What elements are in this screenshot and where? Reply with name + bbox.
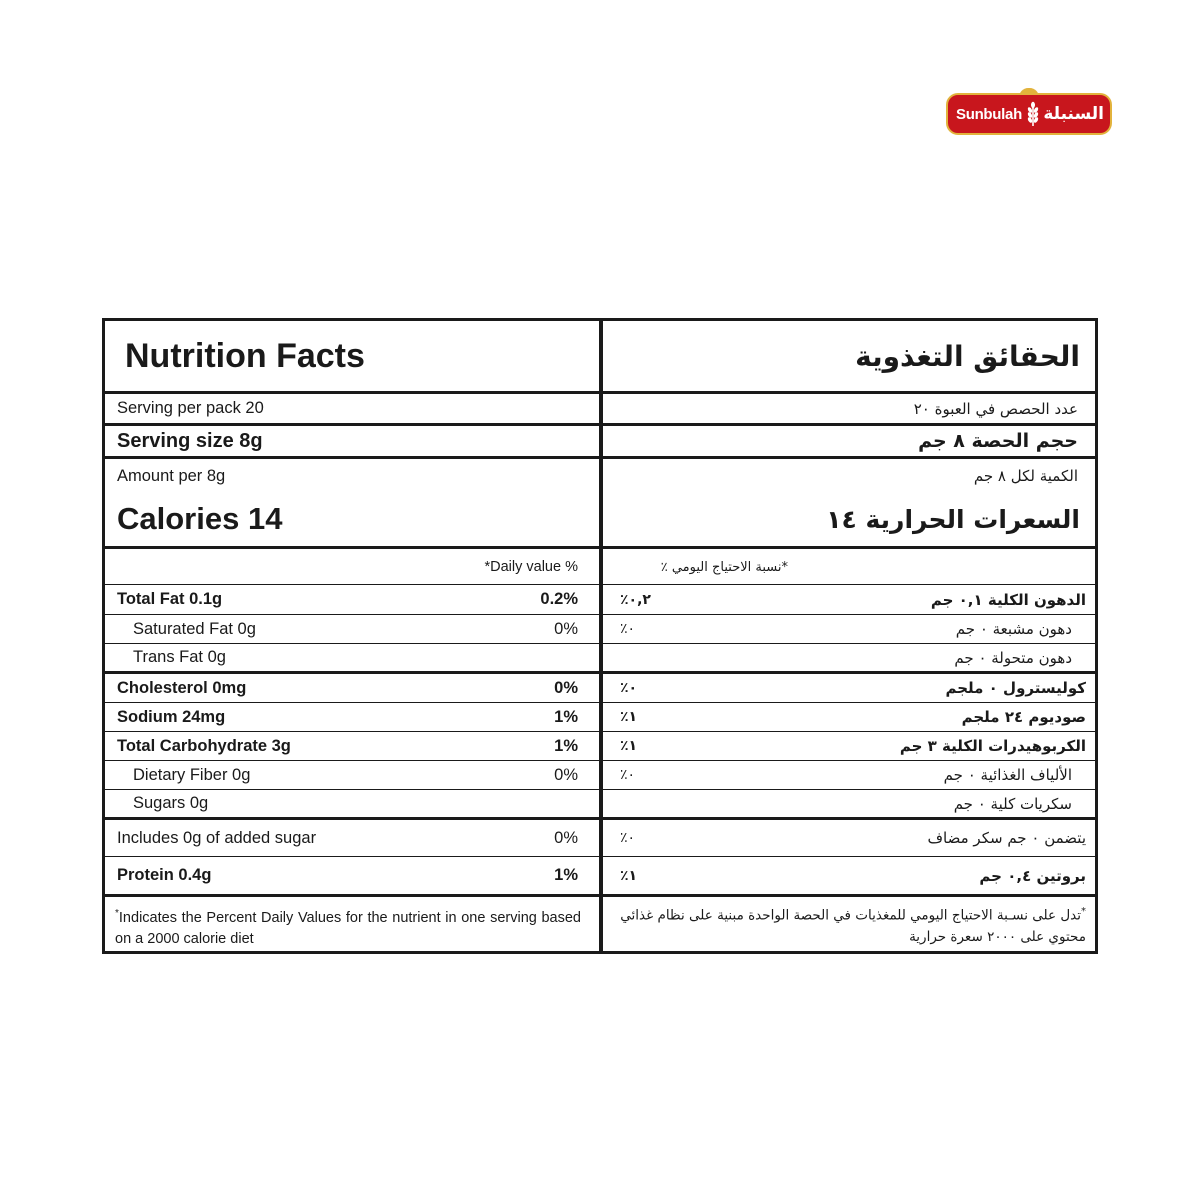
sodium-pct: 1% bbox=[554, 707, 578, 726]
sodium-ar: صوديوم ٢٤ ملجم bbox=[961, 708, 1086, 726]
protein-pct-ar: ٪١ bbox=[620, 867, 638, 884]
total-carbohydrate-en: Total Carbohydrate 3g bbox=[117, 736, 291, 755]
asterisk: * bbox=[115, 908, 119, 919]
saturated-fat-en: Saturated Fat 0g bbox=[133, 619, 256, 638]
brand-logo bbox=[946, 90, 1112, 138]
wheat-icon bbox=[1025, 101, 1041, 127]
cholesterol-ar: كوليسترول ٠ ملجم bbox=[945, 679, 1086, 697]
protein-ar: بروتين ٠,٤ جم bbox=[979, 866, 1086, 885]
added-sugar-ar: يتضمن ٠ جم سكر مضاف bbox=[927, 829, 1086, 847]
protein-pct: 1% bbox=[554, 866, 578, 884]
calories-en: Calories 14 bbox=[117, 501, 283, 536]
dietary-fiber-en: Dietary Fiber 0g bbox=[133, 765, 251, 784]
total-fat-pct: 0.2% bbox=[540, 590, 578, 608]
saturated-fat-pct: 0% bbox=[554, 619, 578, 638]
trans-fat-pct bbox=[505, 644, 578, 671]
rule bbox=[105, 546, 1095, 549]
saturated-fat-ar: دهون مشبعة ٠ جم bbox=[955, 620, 1072, 638]
logo-arabic-text: السنبلة bbox=[1043, 104, 1104, 124]
cholesterol-pct-ar: ٪٠ bbox=[620, 680, 638, 696]
logo-badge bbox=[946, 93, 1112, 135]
total-fat-en: Total Fat 0.1g bbox=[117, 590, 223, 608]
footnote-ar-text: تدل على نسـبة الاحتياج اليومي للمغذيات في الحصة الواحدة مبنية على نظام غذائي محتوي على ٢٠٠٠ سعرة حرارية bbox=[620, 907, 1086, 945]
title-ar: الحقائق التغذوية bbox=[855, 339, 1080, 373]
logo-latin-text: Sunbulah bbox=[956, 105, 1022, 123]
cholesterol-pct: 0% bbox=[554, 678, 578, 697]
total-fat-ar: الدهون الكلية ٠,١ جم bbox=[930, 590, 1086, 609]
nutrition-facts-panel bbox=[102, 318, 1098, 954]
daily-value-header-ar: *نسبة الاحتياج اليومي ٪ bbox=[660, 559, 788, 575]
added-sugar-pct-ar: ٪٠ bbox=[620, 830, 636, 846]
protein-en: Protein 0.4g bbox=[117, 866, 212, 884]
calories-ar: السعرات الحرارية ١٤ bbox=[826, 504, 1080, 534]
cholesterol-en: Cholesterol 0mg bbox=[117, 678, 247, 697]
total-carbohydrate-pct-ar: ٪١ bbox=[620, 738, 638, 754]
dietary-fiber-pct-ar: ٪٠ bbox=[620, 767, 636, 783]
dietary-fiber-pct: 0% bbox=[554, 765, 578, 784]
rule bbox=[105, 894, 1095, 897]
sugars-ar: سكريات كلية ٠ جم bbox=[953, 794, 1072, 813]
sugars-pct bbox=[505, 790, 578, 817]
total-carbohydrate-ar: الكربوهيدرات الكلية ٣ جم bbox=[899, 737, 1086, 755]
total-fat-pct-ar: ٪٠,٢ bbox=[620, 591, 651, 608]
added-sugar-pct: 0% bbox=[554, 828, 578, 847]
total-carbohydrate-pct: 1% bbox=[554, 736, 578, 755]
added-sugar-en: Includes 0g of added sugar bbox=[117, 828, 317, 847]
footnote-en-text: Indicates the Percent Daily Values for the nutrient in one serving based on a 2000 calorie diet bbox=[115, 909, 581, 947]
footnote-en bbox=[115, 903, 581, 950]
saturated-fat-pct-ar: ٪٠ bbox=[620, 621, 636, 637]
serving-size-ar: حجم الحصة ٨ جم bbox=[918, 430, 1078, 452]
amount-per-en: Amount per 8g bbox=[117, 466, 226, 485]
dietary-fiber-ar: الألياف الغذائية ٠ جم bbox=[943, 766, 1072, 784]
asterisk: * bbox=[1081, 906, 1086, 917]
sodium-pct-ar: ٪١ bbox=[620, 709, 638, 725]
serving-per-pack-ar: عدد الحصص في العبوة ٢٠ bbox=[913, 399, 1078, 418]
serving-size-en: Serving size 8g bbox=[117, 429, 263, 452]
serving-per-pack-en: Serving per pack 20 bbox=[117, 399, 264, 417]
daily-value-header-en: *Daily value % bbox=[484, 559, 578, 575]
trans-fat-en: Trans Fat 0g bbox=[133, 648, 226, 666]
trans-fat-ar: دهون متحولة ٠ جم bbox=[954, 648, 1072, 667]
footnote-ar bbox=[613, 901, 1088, 948]
sodium-en: Sodium 24mg bbox=[117, 707, 226, 726]
title-en: Nutrition Facts bbox=[125, 336, 365, 375]
sugars-en: Sugars 0g bbox=[133, 794, 209, 812]
amount-per-ar: الكمية لكل ٨ جم bbox=[973, 467, 1078, 485]
